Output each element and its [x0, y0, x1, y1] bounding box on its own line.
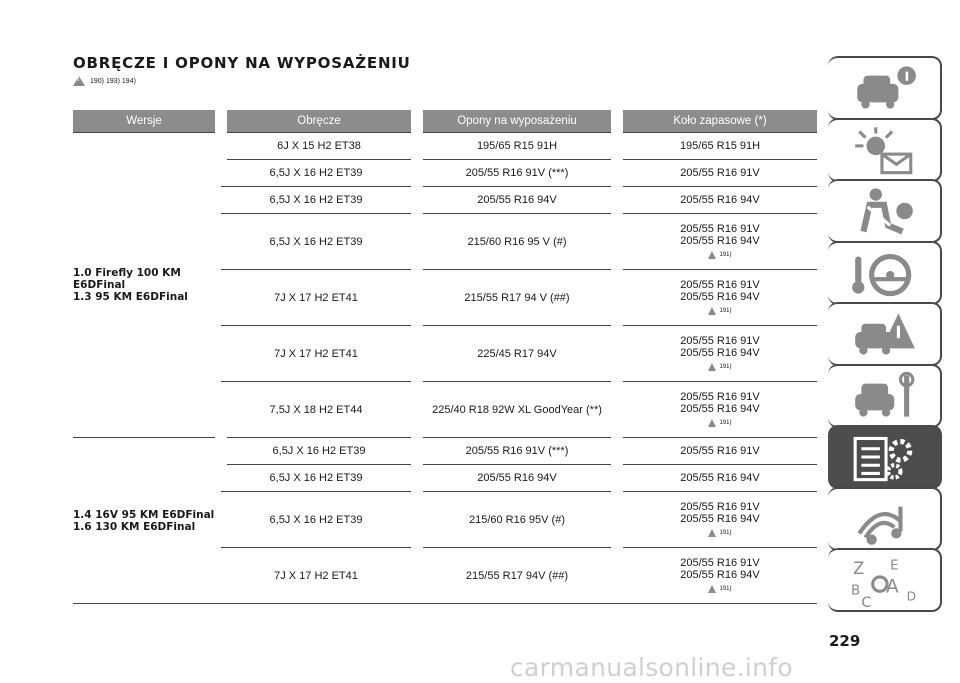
tire-cell: 195/65 R15 91H: [417, 133, 617, 160]
spare-warning: [623, 583, 817, 595]
spare-value: 205/55 R16 91V: [680, 556, 760, 569]
car-emergency-icon: [849, 307, 919, 361]
tire-cell: 205/55 R16 94V: [417, 187, 617, 214]
svg-text:D: D: [906, 589, 917, 604]
header-versions: Wersje: [73, 110, 221, 133]
spare-cell: [617, 133, 817, 160]
spare-cell: [617, 438, 817, 465]
chapter-tab[interactable]: [828, 548, 942, 612]
spare-warning: [623, 361, 817, 373]
version-line: 1.4 16V 95 KM E6DFinal: [73, 508, 215, 521]
watermark: carmanualsonline.info: [510, 653, 793, 682]
tire-cell: 205/55 R16 91V (***): [417, 160, 617, 187]
spare-value: 205/55 R16 94V: [680, 194, 760, 206]
warning-triangle-icon: [708, 307, 716, 315]
table-bottom-rule: [73, 603, 817, 604]
spare-cell: [617, 160, 817, 187]
tire-cell: 225/45 R17 94V: [417, 326, 617, 382]
spare-value: 205/55 R16 94V: [680, 346, 760, 359]
chapter-tab[interactable]: [828, 118, 942, 182]
chapter-tab[interactable]: [828, 56, 942, 120]
warning-triangle-icon: [708, 363, 716, 371]
warning-triangle-icon: [708, 251, 716, 259]
safety-belt-icon: [849, 184, 919, 238]
rim-cell: 6,5J X 16 H2 ET39: [221, 160, 417, 187]
tire-cell: 215/55 R17 94V (##): [417, 548, 617, 604]
rim-cell: 7J X 17 H2 ET41: [221, 548, 417, 604]
multimedia-icon: [849, 492, 919, 546]
spare-warning: [623, 417, 817, 429]
spare-value: 205/55 R16 94V: [680, 512, 760, 525]
version-cell: [73, 133, 221, 438]
svg-text:A: A: [886, 576, 899, 598]
chapter-tab[interactable]: [828, 425, 942, 489]
spare-value: 205/55 R16 91V: [680, 167, 760, 179]
table-header-row: [73, 110, 817, 133]
version-line: E6DFinal: [73, 279, 126, 291]
spare-cell: [617, 214, 817, 270]
spare-cell: [617, 492, 817, 548]
spare-ref-text: 191): [719, 363, 732, 370]
spare-value: 205/55 R16 91V: [680, 334, 760, 347]
rim-cell: 7J X 17 H2 ET41: [221, 270, 417, 326]
rim-cell: 7,5J X 18 H2 ET44: [221, 382, 417, 438]
spare-value: 205/55 R16 94V: [680, 568, 760, 581]
car-maintenance-icon: [849, 369, 919, 423]
chapter-tab[interactable]: [828, 241, 942, 305]
rim-cell: 6,5J X 16 H2 ET39: [221, 465, 417, 492]
car-info-icon: [849, 61, 919, 115]
spare-value: 195/65 R15 91H: [679, 140, 761, 152]
warning-triangle-icon: [73, 76, 85, 86]
spare-value: 205/55 R16 91V: [680, 390, 760, 403]
rim-cell: 6,5J X 16 H2 ET39: [221, 438, 417, 465]
rim-cell: 6,5J X 16 H2 ET39: [221, 187, 417, 214]
lights-warning-icon: [849, 123, 919, 177]
rim-cell: 6,5J X 16 H2 ET39: [221, 492, 417, 548]
page-number: 229: [829, 632, 861, 650]
warning-triangle-icon: [708, 529, 716, 537]
spare-value: 205/55 R16 91V: [680, 222, 760, 235]
spare-warning: [623, 305, 817, 317]
spare-value: 205/55 R16 91V: [680, 278, 760, 291]
spare-warning: [623, 249, 817, 261]
spare-value: 205/55 R16 94V: [680, 290, 760, 303]
rim-cell: 7J X 17 H2 ET41: [221, 326, 417, 382]
tire-cell: 215/60 R16 95V (#): [417, 492, 617, 548]
spare-cell: [617, 465, 817, 492]
spare-warning: [623, 527, 817, 539]
version-line: 1.3 95 KM E6DFinal: [73, 291, 188, 303]
technical-data-icon: [849, 430, 919, 484]
spare-value: 205/55 R16 94V: [680, 472, 760, 484]
version-line: 1.6 130 KM E6DFinal: [73, 520, 196, 533]
chapter-tab[interactable]: [828, 487, 942, 551]
table-row: [73, 133, 817, 160]
spare-cell: [617, 270, 817, 326]
spare-value: 205/55 R16 91V: [680, 445, 760, 457]
spare-cell: [617, 326, 817, 382]
page-title: OBRĘCZE I OPONY NA WYPOSAŻENIU: [73, 54, 411, 72]
tire-cell: 205/55 R16 94V: [417, 465, 617, 492]
tire-cell: 225/40 R18 92W XL GoodYear (**): [417, 382, 617, 438]
svg-text:Z: Z: [853, 558, 865, 578]
spare-cell: [617, 548, 817, 604]
warning-triangle-icon: [708, 585, 716, 593]
header-rims: Obręcze: [221, 110, 417, 133]
spare-ref-text: 191): [719, 419, 732, 426]
warning-refs-text: 190) 193) 194): [90, 77, 136, 85]
alphabetical-index-icon: [849, 553, 919, 607]
warning-triangle-icon: [708, 419, 716, 427]
spare-cell: [617, 382, 817, 438]
steering-key-icon: [849, 246, 919, 300]
header-tires: Opony na wyposażeniu: [417, 110, 617, 133]
svg-text:B: B: [851, 583, 861, 599]
wheels-tires-table: [73, 110, 817, 604]
spare-ref-text: 191): [719, 529, 732, 536]
warning-references: [73, 76, 136, 86]
spare-value: 205/55 R16 94V: [680, 402, 760, 415]
svg-text:C: C: [861, 594, 872, 607]
tire-cell: 205/55 R16 91V (***): [417, 438, 617, 465]
spare-ref-text: 191): [719, 251, 732, 258]
spare-value: 205/55 R16 94V: [680, 234, 760, 247]
version-line: 1.0 Firefly 100 KM: [73, 267, 181, 279]
tire-cell: 215/55 R17 94 V (##): [417, 270, 617, 326]
spare-value: 205/55 R16 91V: [680, 500, 760, 513]
header-spare: Koło zapasowe (*): [617, 110, 817, 133]
table-body: [73, 133, 817, 604]
spare-ref-text: 191): [719, 307, 732, 314]
spare-cell: [617, 187, 817, 214]
chapter-tab[interactable]: [828, 179, 942, 243]
version-cell: [73, 438, 221, 604]
chapter-tab[interactable]: [828, 302, 942, 366]
chapter-tab[interactable]: [828, 364, 942, 428]
rim-cell: 6,5J X 16 H2 ET39: [221, 214, 417, 270]
tire-cell: 215/60 R16 95 V (#): [417, 214, 617, 270]
spare-ref-text: 191): [719, 585, 732, 592]
table-row: [73, 438, 817, 465]
rim-cell: 6J X 15 H2 ET38: [221, 133, 417, 160]
svg-text:E: E: [890, 558, 899, 574]
